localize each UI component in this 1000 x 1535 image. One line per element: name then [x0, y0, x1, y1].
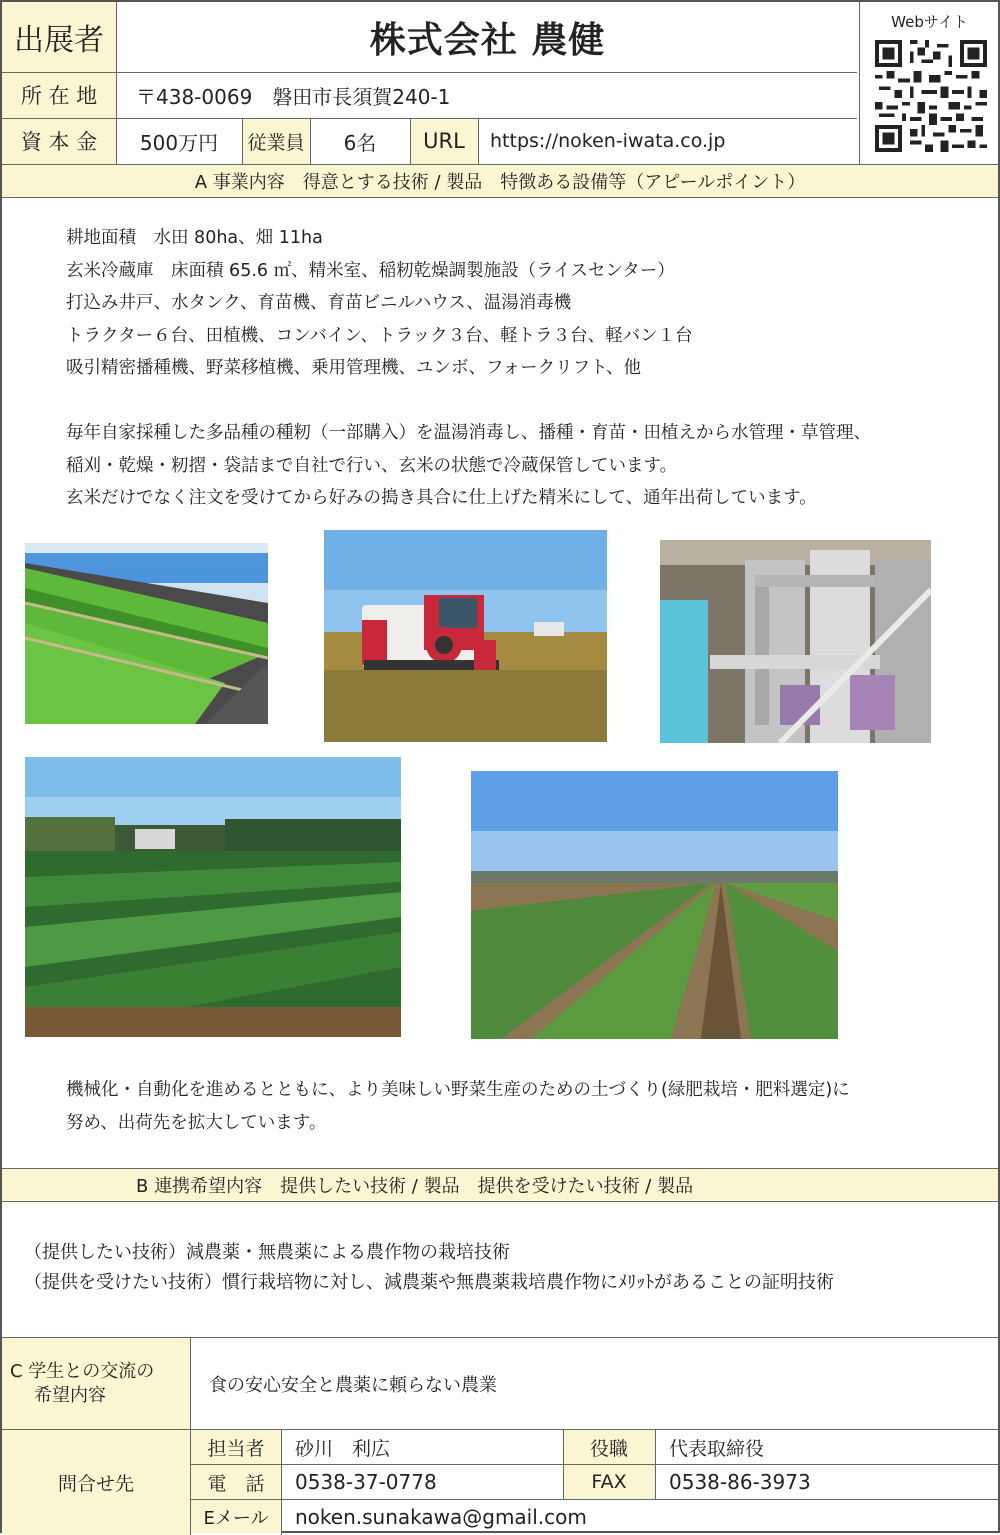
equipment-line: 玄米冷蔵庫 床面積 65.6 ㎡、精米室、稲籾乾燥調製施設（ライスセンター） [66, 260, 675, 281]
collaboration-line: （提供したい技術）減農薬・無農薬による農作物の栽培技術 [24, 1242, 510, 1263]
equipment-line: トラクター６台、田植機、コンバイン、トラック３台、軽トラ３台、軽バン１台 [66, 325, 693, 346]
email-link[interactable]: noken.sunakawa@gmail.com [295, 1504, 587, 1529]
section-c-value: 食の安心安全と農薬に頼らない農業 [209, 1374, 497, 1396]
position-value: 代表取締役 [669, 1437, 765, 1460]
location-label: 所 在 地 [20, 84, 98, 108]
section-c-label-line2: 希望内容 [34, 1384, 106, 1406]
divider [478, 118, 479, 164]
position-cell [655, 1430, 998, 1464]
company-name: 株式会社 農健 [369, 19, 606, 61]
divider [410, 118, 411, 164]
divider [859, 2, 860, 164]
capital-label-cell [2, 118, 116, 164]
collaboration-lines [24, 1238, 834, 1298]
paragraph-line: 毎年自家採種した多品種の種籾（一部購入）を温湯消毒し、播種・育苗・田植えから水管理・草管理、 [66, 423, 871, 443]
location-label-cell [2, 72, 116, 118]
address-cell [116, 72, 859, 118]
fax-label-cell [563, 1465, 655, 1499]
divider [2, 118, 857, 119]
photo-seedling-trays [25, 543, 268, 724]
divider [2, 197, 998, 198]
business-paragraph [66, 417, 871, 515]
equipment-line: 耕地面積 水田 80ha、畑 11ha [66, 228, 323, 248]
divider [655, 1429, 656, 1499]
employees-label: 従業員 [247, 131, 305, 154]
section-c-label-line1: C 学生との交流の [10, 1360, 155, 1382]
website-label: Webサイト [891, 12, 968, 31]
section-c-value-cell [191, 1338, 998, 1429]
exhibitor-label-cell [2, 2, 116, 72]
closing-paragraph [66, 1074, 850, 1139]
person-value: 砂川 利広 [295, 1437, 391, 1460]
section-b-heading [2, 1169, 998, 1201]
email-label-cell [191, 1500, 281, 1533]
phone-value[interactable]: 0538-37-0778 [295, 1470, 437, 1494]
url-cell[interactable] [478, 118, 859, 164]
capital-cell [116, 118, 242, 164]
contact-label-cell [2, 1430, 190, 1535]
capital-value: 500万円 [139, 130, 219, 155]
collaboration-line: （提供を受けたい技術）慣行栽培物に対し、減農薬や無農薬栽培農作物にﾒﾘｯﾄがあることの証明技術 [24, 1272, 834, 1293]
person-cell [281, 1430, 563, 1464]
employees-label-cell [242, 118, 310, 164]
divider [2, 72, 857, 73]
equipment-line: 吸引精密播種機、野菜移植機、乗用管理機、ユンボ、フォークリフト、他 [66, 358, 642, 378]
address: 〒438-0069 磐田市長須賀240-1 [136, 84, 451, 109]
phone-label: 電 話 [207, 1472, 265, 1495]
url-label: URL [423, 129, 465, 153]
section-a-title: A 事業内容 得意とする技術 / 製品 特徴ある設備等（アピールポイント） [194, 172, 806, 193]
employees-cell [310, 118, 410, 164]
fax-label: FAX [591, 1471, 627, 1493]
divider [190, 1464, 998, 1465]
url-link[interactable]: https://noken-iwata.co.jp [490, 130, 726, 152]
photo-rice-center-machinery [660, 540, 931, 743]
company-name-cell [116, 2, 859, 72]
url-label-cell [410, 118, 478, 164]
person-label-cell [191, 1430, 281, 1464]
email-label: Eメール [203, 1507, 269, 1529]
capital-label: 資 本 金 [20, 130, 98, 154]
divider [310, 118, 311, 164]
fax-value: 0538-86-3973 [669, 1470, 811, 1494]
section-a-heading [2, 165, 998, 197]
photo-vegetable-rows [471, 771, 838, 1039]
phone-cell[interactable] [281, 1465, 563, 1499]
position-label: 役職 [589, 1437, 628, 1460]
qr-code-icon[interactable] [873, 40, 989, 152]
equipment-list [66, 222, 693, 385]
photo-cabbage-field [25, 757, 401, 1037]
divider [563, 1429, 564, 1499]
website-label-cell [859, 6, 1000, 36]
equipment-line: 打込み井戸、水タンク、育苗機、育苗ビニルハウス、温湯消毒機 [66, 293, 572, 313]
closing-line: 機械化・自動化を進めるとともに、より美味しい野菜生産のための土づくり(緑肥栽培・肥料選定)に [66, 1080, 850, 1100]
employees-value: 6名 [343, 130, 377, 155]
phone-label-cell [191, 1465, 281, 1499]
person-label: 担当者 [207, 1437, 265, 1460]
email-cell[interactable] [281, 1500, 998, 1533]
divider [281, 1429, 282, 1535]
contact-label: 問合せ先 [57, 1473, 134, 1495]
section-c-label-cell [2, 1338, 190, 1429]
section-b-title: B 連携希望内容 提供したい技術 / 製品 提供を受けたい技術 / 製品 [136, 1176, 694, 1197]
paragraph-line: 稲刈・乾燥・籾摺・袋詰まで自社で行い、玄米の状態で冷蔵保管しています。 [66, 455, 678, 476]
position-label-cell [563, 1430, 655, 1464]
divider [242, 118, 243, 164]
divider [116, 2, 117, 164]
closing-line: 努め、出荷先を拡大しています。 [66, 1112, 327, 1133]
fax-cell [655, 1465, 998, 1499]
divider [2, 1201, 998, 1202]
paragraph-line: 玄米だけでなく注文を受けてから好みの搗き具合に仕上げた精米にして、通年出荷しています。 [66, 488, 817, 508]
divider [190, 1499, 998, 1500]
photo-combine-harvester [324, 530, 607, 742]
exhibitor-label: 出展者 [14, 23, 104, 58]
